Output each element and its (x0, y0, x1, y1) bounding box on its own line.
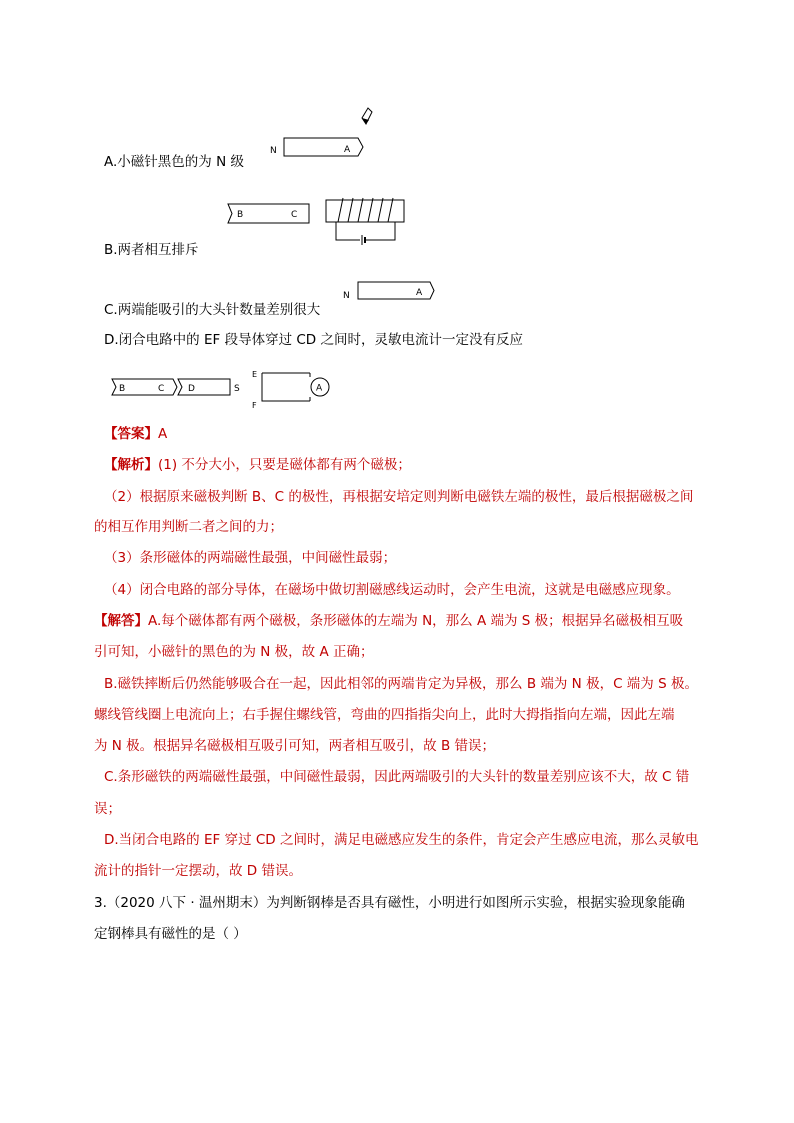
solenoid (326, 198, 404, 245)
solution-line-d1: D.当闭合电路的 EF 穿过 CD 之间时，满足电磁感应发生的条件，肯定会产生感应电流，那么灵敏电 (104, 832, 699, 848)
compass-needle (362, 108, 372, 124)
answer-line (104, 424, 167, 444)
analysis-line-1: 【解析】(1) 不分大小，只要是磁体都有两个磁极； (104, 457, 411, 473)
analysis-line-4: （4）闭合电路的部分导体，在磁场中做切割磁感线运动时，会产生电流，这就是电磁感应现象。 (104, 582, 680, 598)
answer-value: A (158, 426, 168, 442)
solution-line-c1: C.条形磁铁的两端磁性最强，中间磁性最弱，因此两端吸引的大头针的数量差别应该不大，故 C 错 (104, 769, 690, 785)
fig-d-c-label: C (158, 384, 165, 394)
question-3-line-2: 定钢棒具有磁性的是（ ） (94, 926, 247, 942)
option-b: B.两者相互排斥 (104, 242, 199, 258)
solution-line-a2: 引可知，小磁针的黑色的为 N 极，故 A 正确； (94, 644, 374, 660)
fig-d-meter-label: A (316, 383, 323, 394)
solution-tag: 【解答】 (94, 613, 148, 629)
option-d: D.闭合电路中的 EF 段导体穿过 CD 之间时，灵敏电流计一定没有反应 (104, 332, 523, 348)
solution-line-d2: 流计的指针一定摆动，故 D 错误。 (94, 863, 302, 879)
solution-line-c2: 误； (94, 801, 121, 817)
fig-d-b-label: B (119, 384, 126, 394)
fig-b-c-label: C (291, 210, 298, 220)
bar-magnet-a (284, 138, 363, 156)
closed-circuit (262, 373, 310, 401)
bar-magnet-c (358, 282, 434, 299)
analysis-line-2b: 的相互作用判断二者之间的力； (94, 519, 283, 535)
solution-line-b3: 为 N 极。根据异名磁极相互吸引可知，两者相互吸引，故 B 错误； (94, 738, 496, 754)
option-c: C.两端能吸引的大头针数量差别很大 (104, 302, 321, 318)
figure-b (225, 190, 415, 252)
solution-line-b1: B.磁铁摔断后仍然能够吸合在一起，因此相邻的两端肯定为异极，那么 B 端为 N 极，C 端为 S 极。 (104, 676, 698, 692)
fig-a-a-label: A (344, 145, 351, 155)
analysis-line-2a: （2）根据原来磁极判断 B、C 的极性，再根据安培定则判断电磁铁左端的极性，最后根据磁极之间 (104, 489, 694, 505)
fig-a-n-label: N (270, 146, 277, 156)
figure-d (110, 365, 335, 411)
fig-c-n-label: N (343, 291, 350, 301)
fig-d-e-label: E (252, 370, 258, 379)
fig-d-d-label: D (188, 384, 195, 394)
option-a: A.小磁针黑色的为 N 级 (104, 154, 244, 170)
solution-line-b2: 螺线管线圈上电流向上；右手握住螺线管，弯曲的四指指尖向上，此时大拇指指向左端，因此左端 (94, 707, 675, 723)
fig-d-f-label: F (252, 401, 257, 410)
fig-b-b-label: B (237, 210, 244, 220)
fig-d-s-label: S (234, 384, 240, 394)
answer-tag: 【答案】 (104, 426, 158, 442)
figure-a (262, 100, 382, 162)
magnet-piece-ds (178, 379, 230, 395)
analysis-line-3: （3）条形磁体的两端磁性最强，中间磁性最弱； (104, 550, 397, 566)
solution-line-a1: 【解答】A.每个磁体都有两个磁极，条形磁体的左端为 N，那么 A 端为 S 极；根据异名磁极相互吸 (94, 613, 684, 629)
fig-c-a-label: A (416, 288, 423, 298)
figure-c (338, 278, 438, 306)
analysis-tag: 【解析】 (104, 457, 158, 473)
question-3-line-1: 3.（2020 八下 · 温州期末）为判断钢棒是否具有磁性，小明进行如图所示实验，根据实验现象能确 (94, 895, 685, 911)
